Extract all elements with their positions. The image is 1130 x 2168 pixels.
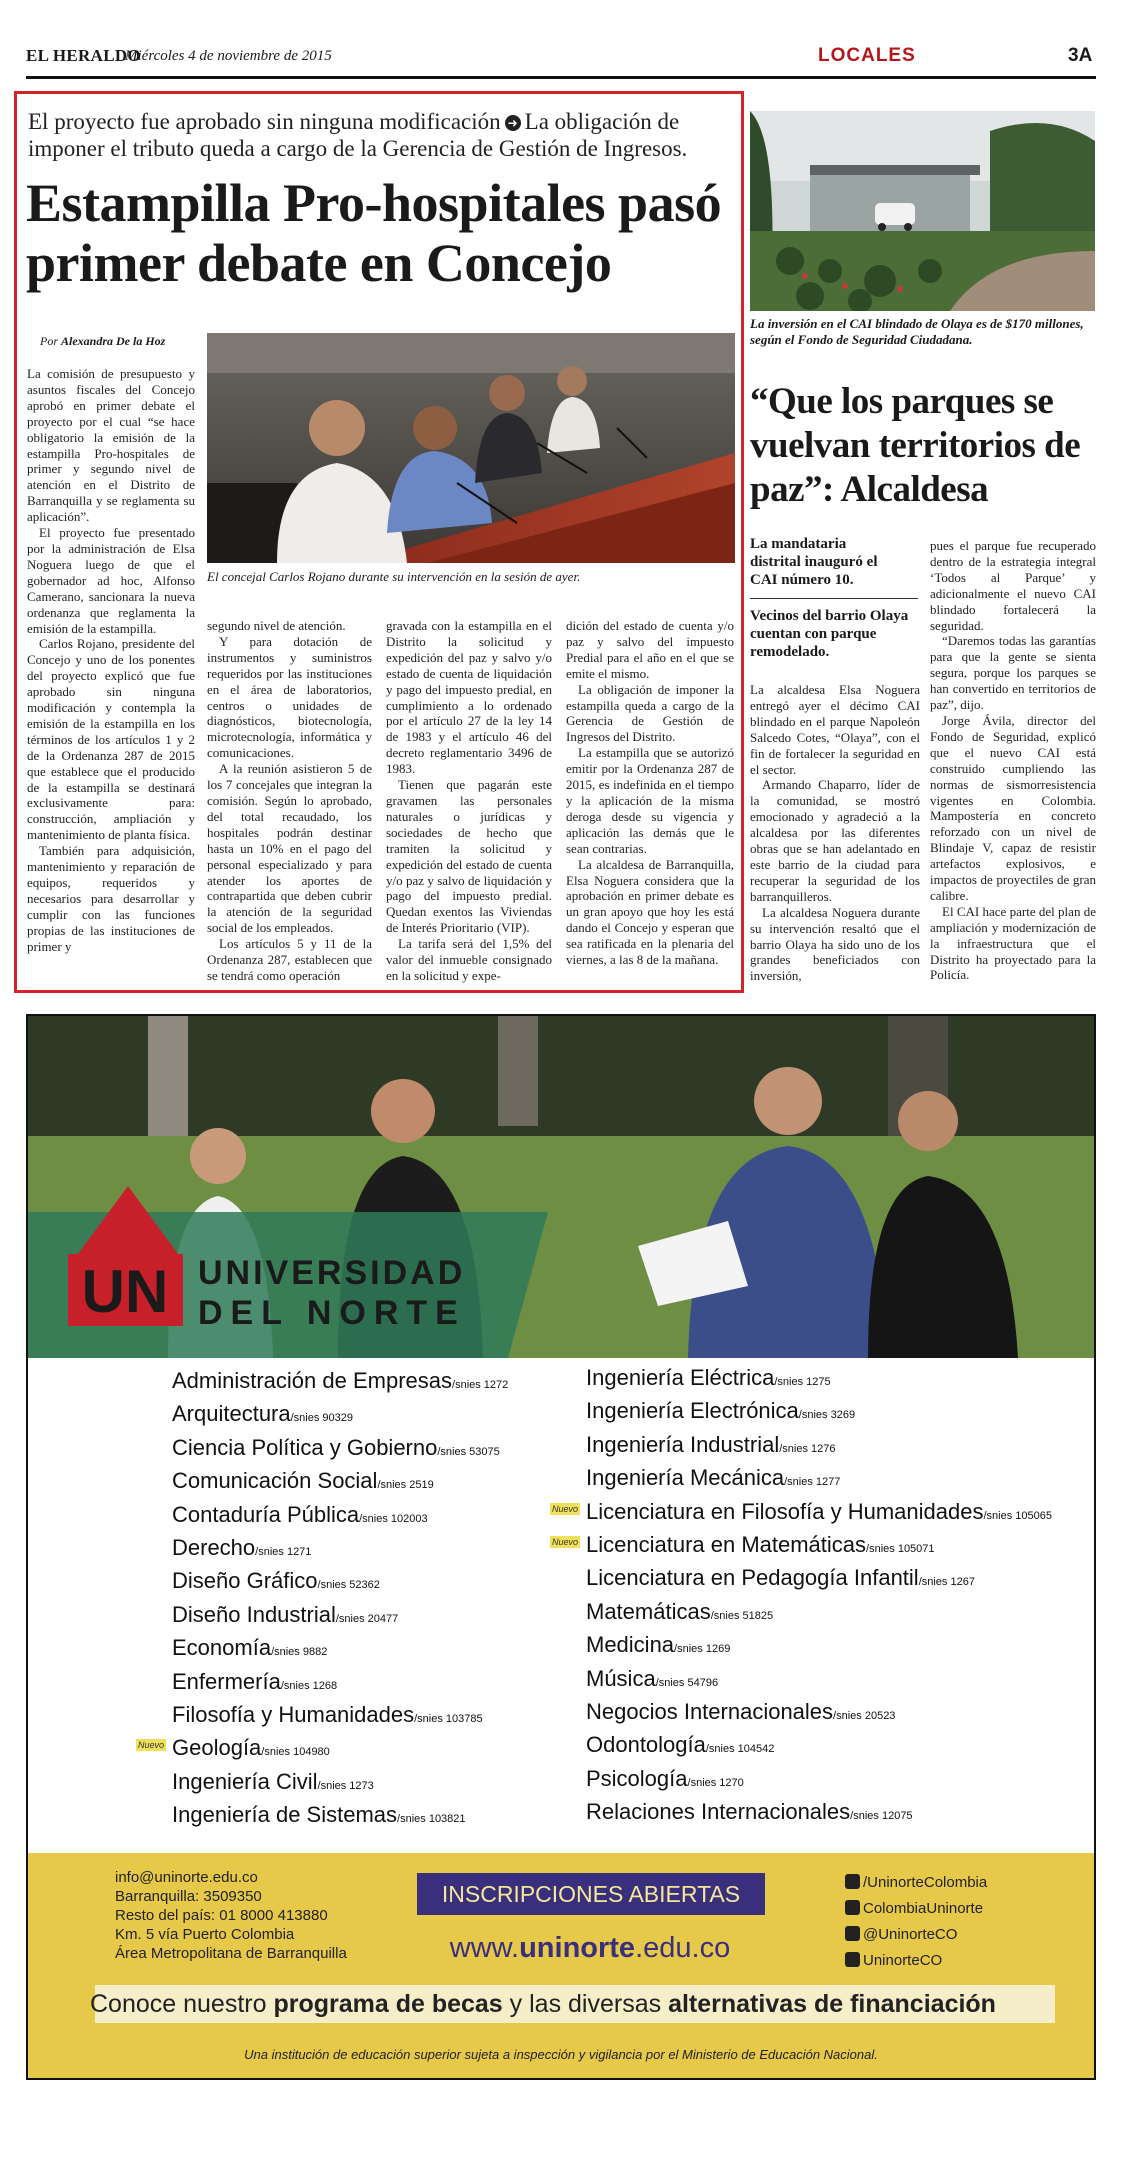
- article-headline: Estampilla Pro-hospitales pasó primer debate en Concejo: [26, 173, 722, 293]
- program-item: [172, 1468, 434, 1494]
- program-item: [172, 1502, 428, 1528]
- side-column-2: [930, 538, 1096, 983]
- program-item: [586, 1732, 774, 1758]
- program-name: Ingeniería Civil: [172, 1768, 318, 1794]
- paragraph: dición del estado de cuenta y/o paz y salvo del impuesto Predial para el año en el que se emite el mismo.: [566, 618, 734, 681]
- program-item: [172, 1635, 327, 1661]
- program-item: [586, 1465, 840, 1491]
- program-name: Licenciatura en Pedagogía Infantil: [586, 1565, 919, 1591]
- article-column-2: [207, 618, 372, 984]
- paragraph: También para adquisición, mantenimiento y reparación de equipos, requeridos y necesarios para desarrollar y cumplir con las funciones propias de las instituciones de primer y: [27, 843, 195, 954]
- instagram-icon: [845, 1952, 860, 1967]
- program-item: [172, 1802, 466, 1828]
- paragraph: Tienen que pagarán este gravamen las personales naturales o jurídicas y sociedades de hecho que tramiten la solicitud y expedición del estado de cuenta y/o paz y salvo de liquidación y pago del impuesto predial. Quedan exentos las Viviendas de Interés Prioritario (VIP).: [386, 777, 552, 936]
- program-snies: /snies 12075: [850, 1810, 913, 1823]
- program-snies: /snies 1269: [674, 1643, 731, 1656]
- program-snies: /snies 105065: [983, 1509, 1052, 1522]
- subhead-divider: [750, 598, 918, 599]
- web-suffix: .edu.co: [635, 1932, 731, 1964]
- program-name: Psicología: [586, 1765, 688, 1791]
- paragraph: Armando Chaparro, líder de la comunidad, se mostró emocionado y agradeció a la alcaldesa por las diferentes obras que se han adelantado en este barrio de la ciudad para recuperar la seguridad de los barranquilleros.: [750, 777, 920, 904]
- program-snies: /snies 1276: [779, 1442, 836, 1455]
- paragraph: La alcaldesa Noguera durante su intervención resaltó que el barrio Olaya ha sido uno de los grandes beneficiados con inversión,: [750, 904, 920, 984]
- cai-olaya-photo: [750, 111, 1095, 311]
- side-subhead-2: Vecinos del barrio Olaya cuentan con parque remodelado.: [750, 608, 909, 660]
- section-name: LOCALES: [818, 45, 916, 66]
- program-snies: /snies 104980: [261, 1746, 330, 1759]
- program-snies: /snies 20477: [335, 1612, 399, 1625]
- issue-date: Miércoles 4 de noviembre de 2015: [125, 48, 332, 64]
- paragraph: La alcaldesa de Barranquilla, Elsa Noguera considera que la aprobación en primer debate es un gran apoyo que hoy les está dando el Concejo y esperan que sea ratificada en la plenaria del viernes, a las 8 de la mañana.: [566, 856, 734, 968]
- facebook-icon: [845, 1874, 860, 1889]
- byline: [40, 334, 165, 349]
- paragraph: El proyecto fue presentado por la administración de Elsa Noguera luego de que el gobernador ad hoc, Alfonso Camerano, sancionara la nueva ordenanza que reglamenta la emisión de la estampilla.: [27, 525, 195, 636]
- newspaper-name: EL HERALDO: [26, 46, 141, 65]
- program-snies: /snies 52362: [317, 1579, 380, 1592]
- social-label: @UninorteCO: [863, 1926, 958, 1943]
- web-domain: uninorte: [519, 1932, 636, 1964]
- program-snies: /snies 1267: [918, 1576, 975, 1589]
- students-photo: [28, 1016, 1094, 1358]
- concejo-session-photo: [207, 333, 735, 563]
- paragraph: La tarifa será del 1,5% del valor del inmueble consignado en la solicitud y expe-: [386, 936, 552, 983]
- program-name: Matemáticas: [586, 1598, 711, 1624]
- program-item: [172, 1702, 483, 1728]
- youtube-icon: [845, 1900, 860, 1915]
- paragraph: pues el parque fue recuperado dentro de la estrategia integral ‘Todos al Parque’ y adicionalmente el nuevo CAI blindado fortalecerá la seguridad.: [930, 538, 1096, 633]
- paragraph: Y para dotación de instrumentos y suministros requeridos por las instituciones en el área de laboratorios, centros o unidades de diagnósticos, biotecnología, microtecnología, informática y comunicaciones.: [207, 633, 372, 761]
- program-snies: /snies 103821: [397, 1813, 466, 1826]
- becas-bold: alternativas de financiación: [668, 1990, 996, 2018]
- social-label: UninorteCO: [863, 1952, 943, 1969]
- contact-phone: Barranquilla: 3509350: [115, 1888, 262, 1905]
- program-item: [172, 1568, 380, 1594]
- social-instagram[interactable]: [845, 1952, 942, 1969]
- program-item: [586, 1432, 836, 1458]
- program-name: Geología: [172, 1735, 262, 1761]
- program-name: Relaciones Internacionales: [586, 1799, 851, 1825]
- program-snies: /snies 1275: [774, 1376, 831, 1388]
- nuevo-badge: Nuevo: [138, 1740, 165, 1751]
- program-item: [586, 1666, 718, 1692]
- kicker-part-2: La obligación de imponer el tributo queda a cargo de la Gerencia de Gestión de Ingresos.: [28, 109, 688, 161]
- inscripciones-banner: INSCRIPCIONES ABIERTAS: [417, 1873, 765, 1915]
- program-name: Ingeniería de Sistemas: [172, 1802, 398, 1828]
- program-snies: /snies 103785: [414, 1713, 483, 1725]
- program-snies: /snies 20523: [833, 1710, 896, 1722]
- paragraph: El CAI hace parte del plan de ampliación y modernización de la infraestructura que el Distrito ha proyectado para la Policía.: [930, 903, 1096, 983]
- byline-prefix: Por: [40, 334, 58, 348]
- program-item: [172, 1769, 374, 1795]
- paragraph: La alcaldesa Elsa Noguera entregó ayer el décimo CAI blindado en el parque Napoleón Salcedo Cotes, “Olaya”, con el fin de fortalecer la seguridad en el sector.: [750, 682, 920, 777]
- article-column-3: [386, 618, 552, 984]
- program-snies: /snies 1270: [687, 1776, 744, 1789]
- program-snies: /snies 105071: [866, 1543, 935, 1555]
- paragraph: La comisión de presupuesto y asuntos fiscales del Concejo aprobó en primer debate el proyecto por el cual “se hace obligatorio la emisión de la estampilla Pro-hospitales de primer y segundo nivel de atención en el Distrito de Barranquilla y se reglamenta su aplicación”.: [27, 366, 195, 525]
- program-name: Arquitectura: [172, 1401, 291, 1427]
- program-name: Negocios Internacionales: [586, 1699, 834, 1724]
- program-snies: /snies 1271: [255, 1546, 312, 1558]
- program-item: [172, 1401, 353, 1427]
- becas-text: Conoce nuestro: [90, 1990, 274, 2018]
- program-item: [586, 1365, 831, 1391]
- program-name: Música: [586, 1665, 656, 1691]
- photo-caption: El concejal Carlos Rojano durante su intervención en la sesión de ayer.: [207, 569, 581, 584]
- paragraph: Carlos Rojano, presidente del Concejo y uno de los ponentes del proyecto explicó que fue aprobado sin ninguna modificación y contempla la emisión de la estampilla en los términos de los artículos 1 y 2 de la Ordenanza 287 de 2015 que establece que el producido de la estampilla se destinará exclusivamente para: construcción, ampliación y mantenimiento de planta física.: [27, 636, 195, 843]
- program-item: [586, 1699, 895, 1725]
- side-photo-caption: La inversión en el CAI blindado de Olaya es de $170 millones, según el Fondo de Seguridad Ciudadana.: [750, 316, 1084, 347]
- program-item: [172, 1535, 311, 1561]
- article-column-1: [27, 366, 195, 955]
- side-subhead-1: La mandataria distrital inauguró el CAI número 10.: [750, 536, 878, 588]
- program-item: [586, 1532, 935, 1558]
- twitter-icon: [845, 1926, 860, 1941]
- program-name: Administración de Empresas: [172, 1368, 453, 1393]
- program-snies: /snies 9882: [271, 1646, 328, 1659]
- social-twitter[interactable]: [845, 1926, 957, 1943]
- program-name: Ingeniería Industrial: [586, 1431, 780, 1457]
- web-prefix: www.: [449, 1932, 520, 1964]
- byline-author: Alexandra De la Hoz: [61, 334, 166, 348]
- program-snies: /snies 104542: [705, 1743, 775, 1756]
- program-name: Licenciatura en Matemáticas: [586, 1532, 867, 1557]
- paragraph: Jorge Ávila, director del Fondo de Seguridad, explicó que el nuevo CAI está construido cumpliendo las normas de sismorresistencia vigentes en Colombia. Mampostería en concreto reforzado con un nivel de Blindaje V, capaz de resistir artefactos explosivos, e impactos de proyectiles de gran calibre.: [930, 712, 1096, 903]
- social-label: ColombiaUninorte: [863, 1900, 984, 1917]
- arrow-bullet-icon: ➜: [505, 115, 521, 131]
- article-column-4: [566, 618, 734, 968]
- program-name: Ingeniería Electrónica: [586, 1398, 799, 1424]
- becas-message: [90, 1990, 1070, 2019]
- nuevo-badge: Nuevo: [552, 1537, 579, 1547]
- paragraph: La estampilla que se autorizó emitir por la Ordenanza 287 de 2015, es indefinida en el tiempo y la aplicación de la misma deroga desde su vigencia y aplicación las demás que le sean contrarias.: [566, 745, 734, 856]
- logo-mark: UN: [81, 1258, 169, 1325]
- contact-area: Área Metropolitana de Barranquilla: [115, 1945, 347, 1962]
- paragraph: segundo nivel de atención.: [207, 618, 346, 633]
- program-name: Ingeniería Mecánica: [586, 1465, 785, 1491]
- program-snies: /snies 1277: [784, 1476, 841, 1489]
- paragraph: Los artículos 5 y 11 de la Ordenanza 287, establecen que se tendrá como operación: [207, 936, 372, 983]
- program-snies: /snies 1273: [317, 1779, 374, 1792]
- program-name: Medicina: [586, 1632, 675, 1658]
- program-name: Licenciatura en Filosofía y Humanidades: [586, 1498, 984, 1524]
- program-snies: /snies 90329: [290, 1412, 354, 1425]
- ad-disclaimer: Una institución de educación superior sujeta a inspección y vigilancia por el Ministerio de Educación Nacional.: [244, 2047, 878, 2062]
- program-name: Ingeniería Eléctrica: [586, 1365, 775, 1390]
- program-item: [586, 1632, 730, 1658]
- program-snies: /snies 102003: [359, 1512, 428, 1525]
- contact-national-phone: Resto del país: 01 8000 413880: [115, 1907, 328, 1924]
- program-item: [586, 1499, 1052, 1525]
- program-snies: /snies 1268: [280, 1679, 338, 1692]
- program-name: Derecho: [172, 1535, 256, 1560]
- program-item: [586, 1799, 913, 1825]
- program-snies: /snies 51825: [710, 1609, 774, 1622]
- program-name: Diseño Industrial: [172, 1601, 336, 1627]
- program-snies: /snies 1272: [452, 1379, 509, 1391]
- program-snies: /snies 53075: [437, 1445, 500, 1458]
- social-label: /UninorteColombia: [863, 1874, 988, 1891]
- contact-address: Km. 5 vía Puerto Colombia: [115, 1926, 295, 1943]
- paragraph: A la reunión asistieron 5 de los 7 concejales que integran la comisión. Según lo aprobado, del total recaudado, los hospitales podrán destinar hasta un 10% en el pago del personal especializado y para atender los aportes de contrapartida que deben cubrir la atención de la seguridad social de los empleados.: [207, 761, 372, 936]
- program-name: Filosofía y Humanidades: [172, 1702, 415, 1727]
- program-item: [172, 1735, 330, 1761]
- logo-line-1: UNIVERSIDAD: [198, 1254, 466, 1292]
- program-item: [172, 1435, 500, 1461]
- program-item: [586, 1766, 744, 1792]
- side-column-1: [750, 682, 920, 984]
- program-item: [586, 1398, 855, 1424]
- program-name: Enfermería: [172, 1668, 281, 1694]
- kicker-part-1: El proyecto fue aprobado sin ninguna modificación: [28, 109, 501, 134]
- article-kicker: [28, 108, 728, 162]
- contact-info: [115, 1868, 347, 1963]
- program-item: [586, 1565, 975, 1591]
- program-item: [172, 1368, 508, 1394]
- becas-bold: programa de becas: [273, 1990, 503, 2018]
- social-facebook[interactable]: [845, 1874, 987, 1891]
- program-item: [586, 1599, 773, 1625]
- program-item: [172, 1602, 398, 1628]
- program-name: Comunicación Social: [172, 1468, 378, 1494]
- header-rule: [26, 76, 1096, 79]
- side-article-headline: “Que los parques se vuelvan territorios de paz”: Alcaldesa: [750, 381, 1081, 510]
- program-snies: /snies 2519: [377, 1479, 434, 1492]
- contact-email[interactable]: info@uninorte.edu.co: [115, 1869, 258, 1886]
- paragraph: La obligación de imponer la estampilla queda a cargo de la Gerencia de Gestión de Ingresos del Distrito.: [566, 681, 734, 745]
- paragraph: “Daremos todas las garantías para que la gente se sienta segura, porque los parques se han convertido en territorios de paz”, dijo.: [930, 633, 1096, 713]
- nuevo-badge: Nuevo: [552, 1503, 579, 1514]
- logo-line-2: DEL NORTE: [198, 1294, 466, 1332]
- becas-text: y las diversas: [502, 1990, 669, 2018]
- program-name: Diseño Gráfico: [172, 1568, 318, 1594]
- social-youtube[interactable]: [845, 1900, 983, 1917]
- program-snies: /snies 3269: [798, 1409, 856, 1422]
- website-link[interactable]: [400, 1932, 780, 1965]
- paragraph: gravada con la estampilla en el Distrito la solicitud y expedición del paz y salvo y/o estado de cuenta de liquidación y pago del impuesto predial, en cumplimiento a lo ordenado por el artículo 27 de la ley 14 de 1983 y el artículo 46 del decreto reglamentario 3496 de 1983.: [386, 618, 552, 777]
- program-name: Economía: [172, 1635, 272, 1661]
- page-number: 3A: [1068, 45, 1093, 66]
- program-snies: /snies 54796: [655, 1676, 719, 1689]
- program-name: Ciencia Política y Gobierno: [172, 1434, 438, 1460]
- program-item: [172, 1669, 337, 1695]
- program-name: Contaduría Pública: [172, 1501, 360, 1527]
- program-name: Odontología: [586, 1732, 706, 1758]
